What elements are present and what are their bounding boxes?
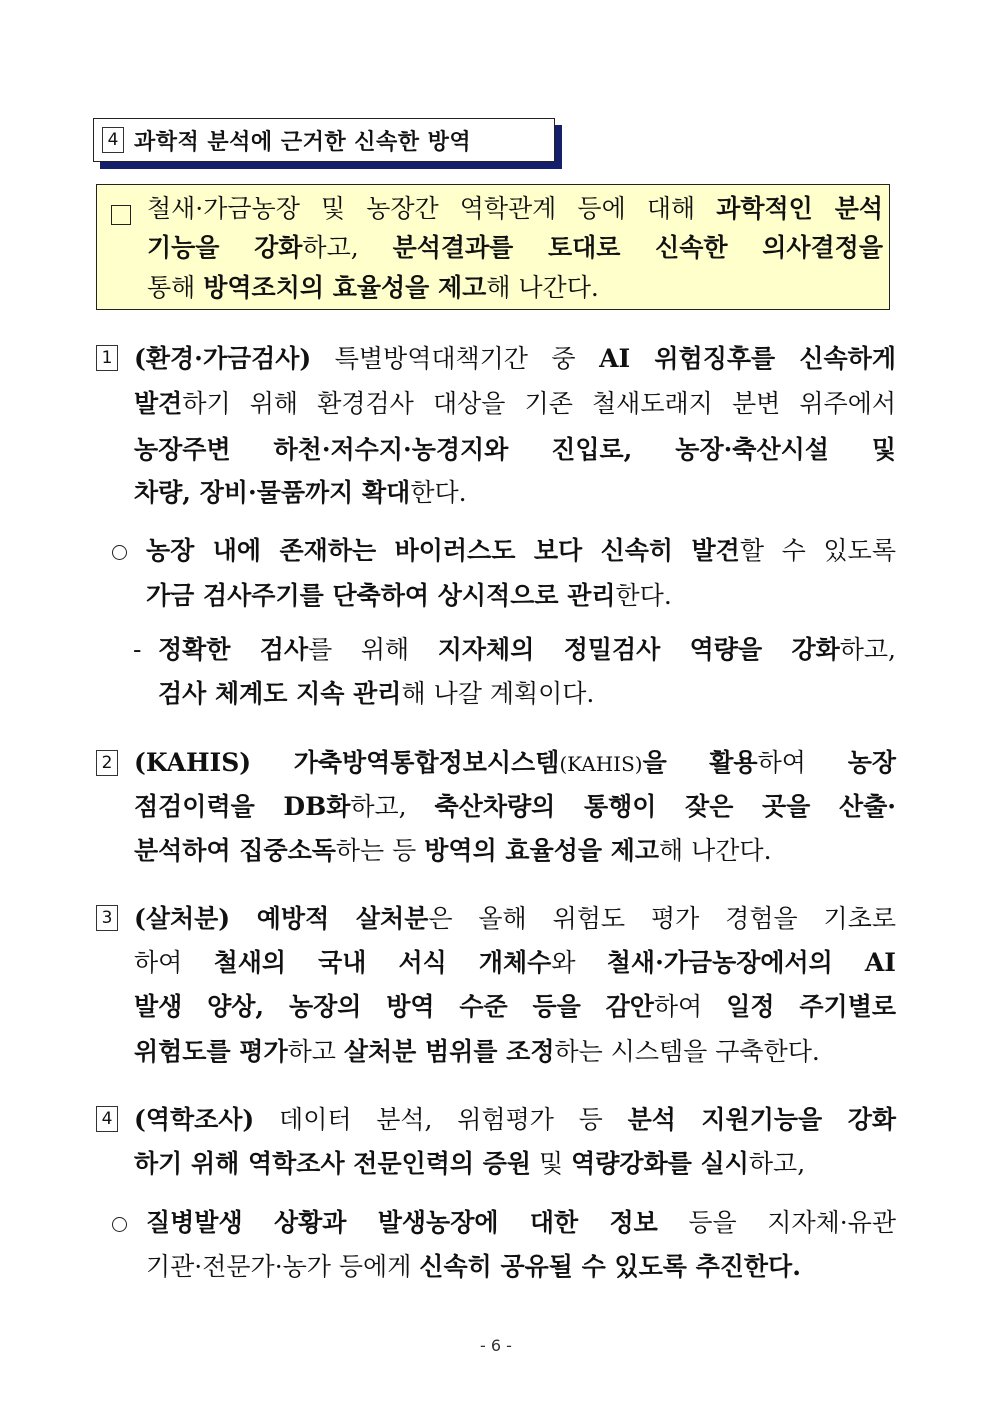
item-1-dash-line-1: 정확한 검사를 위해 지자체의 정밀검사 역량을 강화하고,	[158, 635, 896, 664]
item-4-line-2: 하기 위해 역학조사 전문인력의 증원 및 역량강화를 실시하고,	[134, 1149, 806, 1178]
item-4-sub-line-2: 기관·전문가·농가 등에게 신속히 공유될 수 있도록 추진한다.	[146, 1252, 801, 1281]
item-4-sub-line-1: 질병발생 상황과 발생농장에 대한 정보 등을 지자체·유관	[146, 1208, 896, 1237]
item-4-line-1: (역학조사) 데이터 분석, 위험평가 등 분석 지원기능을 강화	[134, 1105, 896, 1134]
checkbox-square-icon	[111, 205, 131, 225]
item-3-line-3: 발생 양상, 농장의 방역 수준 등을 감안하여 일정 주기별로	[134, 992, 897, 1021]
item-1-line-2: 발견하기 위해 환경검사 대상을 기존 철새도래지 분변 위주에서	[134, 389, 896, 418]
item-1-line-3: 농장주변 하천·저수지·농경지와 진입로, 농장·축산시설 및	[134, 435, 896, 464]
item-3-number: 3	[96, 905, 118, 931]
bullet-circle-icon	[112, 545, 127, 560]
item-4-number: 4	[96, 1106, 118, 1132]
item-1-sub-line-1: 농장 내에 존재하는 바이러스도 보다 신속히 발견할 수 있도록	[146, 536, 896, 565]
item-1-line-1: (환경·가금검사) 특별방역대책기간 중 AI 위험징후를 신속하게	[134, 344, 896, 373]
item-1-line-4: 차량, 장비·물품까지 확대한다.	[134, 478, 467, 507]
item-2-number: 2	[96, 750, 118, 776]
item-1-dash-line-2: 검사 체계도 지속 관리해 나갈 계획이다.	[158, 679, 595, 708]
item-3-line-2: 하여 철새의 국내 서식 개체수와 철새·가금농장에서의 AI	[134, 948, 896, 977]
page-number: - 6 -	[480, 1336, 512, 1355]
item-2-line-2: 점검이력을 DB화하고, 축산차량의 통행이 잦은 곳을 산출·	[134, 792, 896, 821]
bullet-circle-icon	[112, 1217, 127, 1232]
item-3-line-4: 위험도를 평가하고 살처분 범위를 조정하는 시스템을 구축한다.	[134, 1037, 820, 1066]
section-header	[93, 118, 555, 162]
item-2-line-3: 분석하여 집중소독하는 등 방역의 효율성을 제고해 나간다.	[134, 836, 772, 865]
summary-line-2: 기능을 강화하고, 분석결과를 토대로 신속한 의사결정을	[147, 233, 883, 262]
summary-line-1: 철새·가금농장 및 농장간 역학관계 등에 대해 과학적인 분석	[147, 194, 883, 223]
item-1-sub-line-2: 가금 검사주기를 단축하여 상시적으로 관리한다.	[146, 581, 672, 610]
item-1-number: 1	[96, 345, 118, 371]
summary-line-3: 통해 방역조치의 효율성을 제고해 나간다.	[147, 273, 599, 302]
item-3-line-1: (살처분) 예방적 살처분은 올해 위험도 평가 경험을 기초로	[134, 904, 896, 933]
section-title: 과학적 분석에 근거한 신속한 방역	[134, 129, 472, 155]
dash-bullet: -	[133, 635, 142, 664]
item-2-line-1: (KAHIS) 가축방역통합정보시스템(KAHIS)을 활용하여 농장	[134, 748, 896, 777]
section-number: 4	[102, 127, 124, 153]
